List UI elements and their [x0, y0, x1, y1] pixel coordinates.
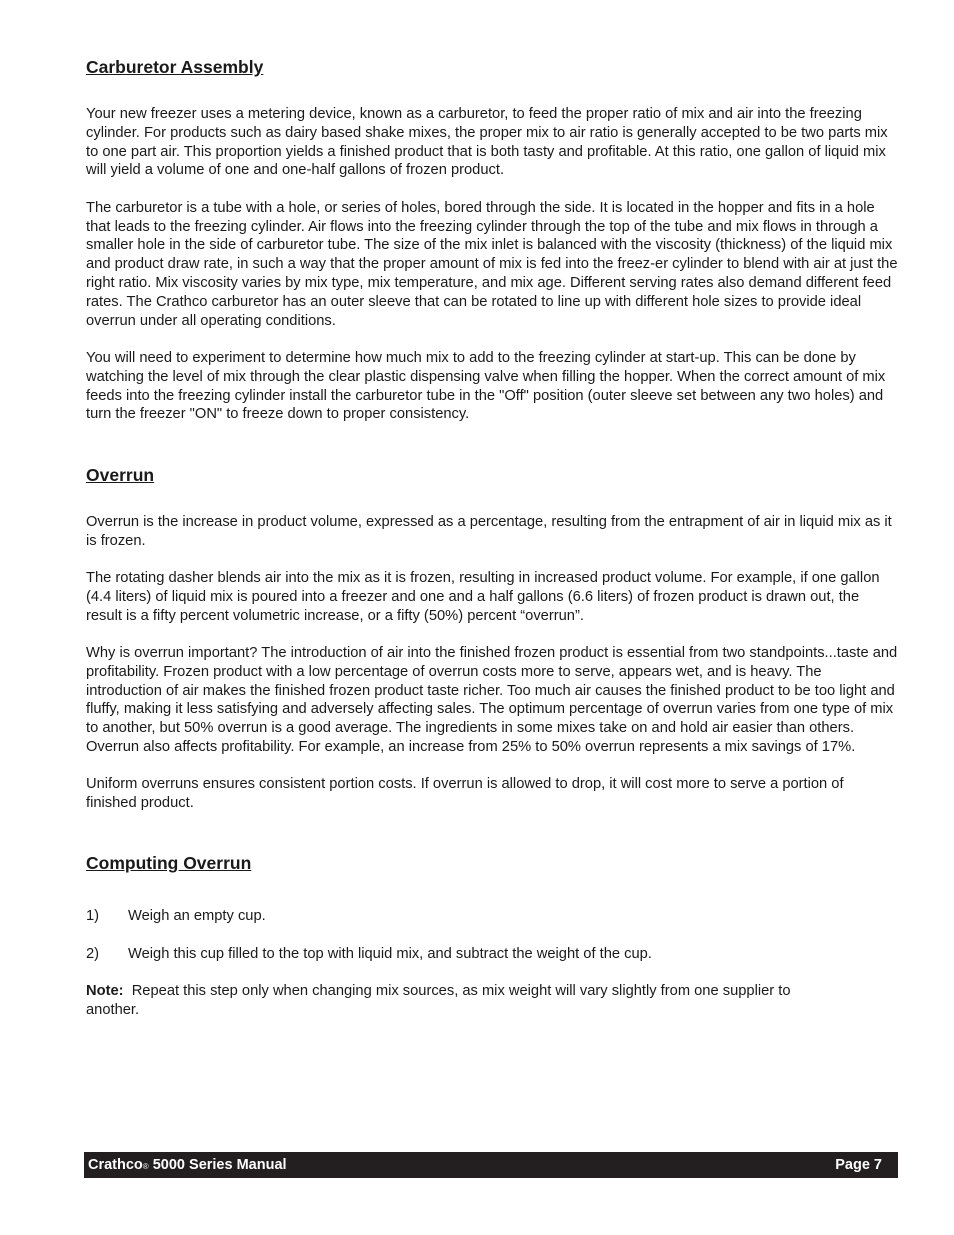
- step-number: 1): [86, 908, 100, 925]
- step-text: Weigh this cup filled to the top with liquid mix, and subtract the weight of the cup.: [128, 945, 652, 962]
- footer-brand: Crathco: [88, 1157, 143, 1173]
- section-heading: Overrun: [86, 464, 155, 485]
- paragraph: Overrun is the increase in product volume, expressed as a percentage, resulting from the entrapment of air in liquid mix as it is frozen.: [86, 513, 892, 549]
- section-overrun: [86, 464, 898, 813]
- step-text: Weigh an empty cup.: [128, 908, 266, 925]
- page-footer: [84, 1152, 898, 1178]
- section-computing-overrun: [86, 852, 898, 1019]
- paragraph: Your new freezer uses a metering device, known as a carburetor, to feed the proper ratio of mix and air into the freezing cylinder. For products such as dairy based shake mixes, the proper mix to air ratio is generally accepted to be two parts mix to one part air. This proportion yields a finished product that is both tasty and profitable. At this ratio, one gallon of liquid mix will yield a volume of one and one-half gallons of frozen product.: [86, 106, 888, 179]
- manual-page: [86, 56, 898, 1038]
- paragraph: You will need to experiment to determine how much mix to add to the freezing cylinder at start-up. This can be done by watching the level of mix through the clear plastic dispensing valve when filling the hopper. When the correct amount of mix feeds into the freezing cylinder install the carburetor tube in the "Off" position (outer sleeve set between any two holes) and turn the freezer "ON" to freeze down to proper consistency.: [86, 349, 886, 423]
- note-label: Note:: [86, 983, 124, 1000]
- paragraph: The carburetor is a tube with a hole, or series of holes, bored through the side. It is located in the hopper and fits in a hole that leads to the freezing cylinder. Air flows into the freezing cylinder through the top of the tube and mix flows in through a smaller hole in the side of carburetor tube. The size of the mix inlet is balanced with the viscosity (thickness) of the liquid mix and product draw rate, in such a way that the proper amount of mix is fed into the freez-er cylinder to blend with air at just the right ratio. Mix viscosity varies by mix type, mix temperature, and mix age. Different serving rates also demand different feed rates. The Crathco carburetor has an outer sleeve that can be rotated to line up with different hole sizes to provide ideal overrun under all operating conditions.: [86, 199, 898, 329]
- footer-title: 5000 Series Manual: [148, 1157, 287, 1173]
- paragraph: Why is overrun important? The introduction of air into the finished frozen product is essential from two standpoints...taste and profitability. Frozen product with a low percentage of overrun costs more to serve, appears wet, and is heavy. The introduction of air makes the finished frozen product taste richer. Too much air causes the finished product to be too light and fluffy, making it less satisfying and adversely affecting sales. The optimum percentage of overrun varies from one type of mix to another, but 50% overrun is a good average. The ingredients in some mixes take on and hold air easier than others. Overrun also affects profitability. For example, an increase from 25% to 50% overrun represents a mix savings of 17%.: [86, 644, 898, 755]
- page-number: Page 7: [835, 1157, 882, 1173]
- step-item: [86, 907, 898, 926]
- paragraph: The rotating dasher blends air into the mix as it is frozen, resulting in increased product volume. For example, if one gallon (4.4 liters) of liquid mix is poured into a freezer and one and a half gallons (6.6 liters) of frozen product is drawn out, the result is a fifty percent volumetric increase, or a fifty (50%) percent “overrun”.: [86, 569, 880, 624]
- section-heading: Carburetor Assembly: [86, 57, 264, 77]
- registered-mark: ®: [142, 1162, 149, 1171]
- note: [86, 982, 828, 1020]
- step-number: 2): [86, 945, 100, 962]
- section-spacer: [86, 443, 898, 464]
- note-text: Repeat this step only when changing mix sources, as mix weight will vary slightly from one supplier to another.: [86, 983, 791, 1019]
- section-spacer: [86, 831, 898, 852]
- section-heading: Computing Overrun: [86, 853, 252, 874]
- paragraph: Uniform overruns ensures consistent portion costs. If overrun is allowed to drop, it will cost more to serve a portion of finished product.: [86, 776, 844, 812]
- footer-manual-title: [88, 1155, 287, 1177]
- section-carburetor-assembly: [86, 56, 898, 424]
- step-item: [86, 945, 898, 964]
